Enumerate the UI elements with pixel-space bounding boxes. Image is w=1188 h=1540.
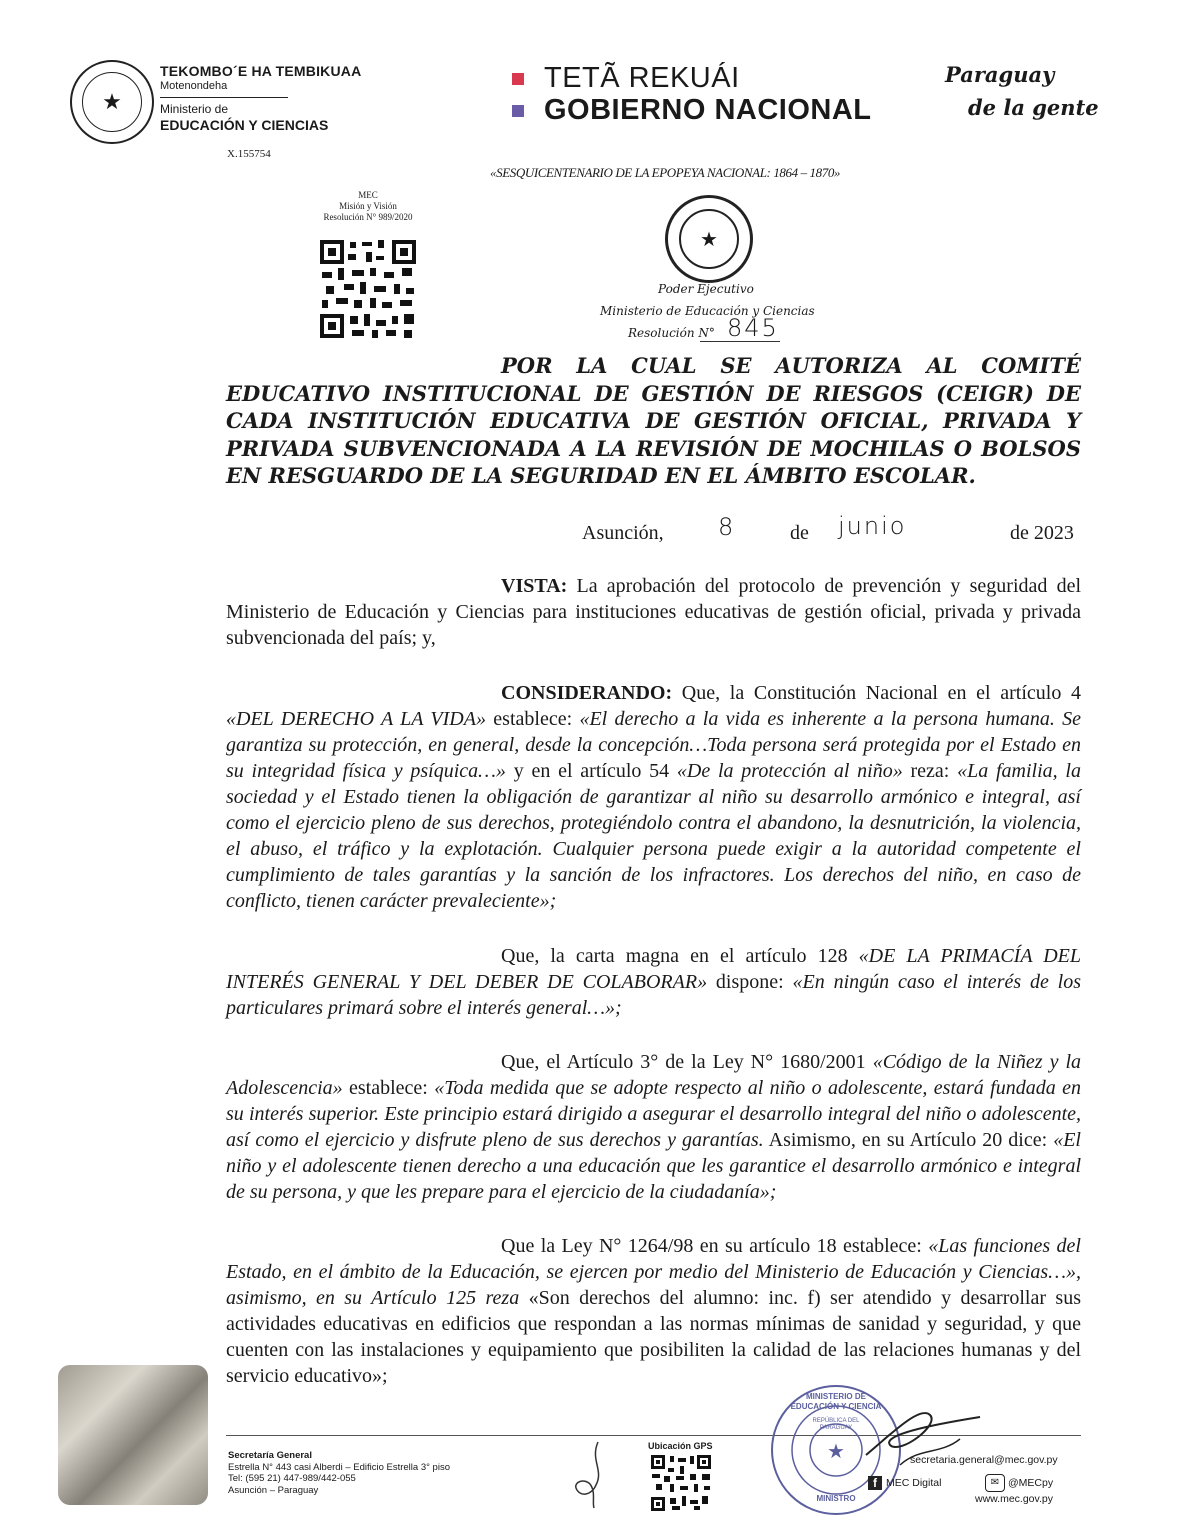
header-divider	[160, 97, 288, 98]
considerando-paragraph-3	[226, 1049, 1081, 1205]
p3-d: «Toda medida que se adopte respecto al niño o adolescente, estará fundada en su interés superior. Este principio estará dirigido a asegurar el desarrollo integral del niño o adolescente, así como el ejercicio y disfrute pleno de sus derechos y garantías.	[226, 1077, 1081, 1151]
considerando-paragraph-2	[226, 943, 1081, 1021]
p3-e: Asimismo, en su Artículo 20 dice:	[763, 1129, 1054, 1151]
ministry-sub: Motenondeha	[160, 80, 228, 92]
facebook-icon[interactable]: f	[868, 1476, 882, 1490]
brand-de-la-gente: de la gente	[968, 95, 1099, 120]
vista-text: La aprobación del protocolo de prevención y seguridad del Ministerio de Educación y Ciencias para instituciones educativas de gestión oficial, privada y privada subvencionada del país; y,	[226, 575, 1082, 649]
p1-b: «DEL DERECHO A LA VIDA»	[226, 708, 486, 730]
p3-b: «Código de la Niñez y la Adolescencia»	[226, 1051, 1081, 1099]
p2-b: «DE LA PRIMACÍA DEL INTERÉS GENERAL Y DEL DEBER DE COLABORAR»	[226, 945, 1081, 993]
red-square-icon	[512, 73, 524, 85]
p2-c: dispone:	[707, 971, 793, 993]
date-city: Asunción,	[582, 522, 664, 544]
twitter-icon[interactable]: ✉	[985, 1474, 1005, 1492]
date-de: de	[790, 522, 809, 544]
ref-code: X.155754	[227, 148, 271, 160]
p4-a: Que la Ley N° 1264/98 en su artículo 18 establece:	[501, 1235, 929, 1257]
footer-website[interactable]: www.mec.gov.py	[975, 1493, 1053, 1505]
resolution-underline	[700, 341, 780, 342]
p1-a: Que, la Constitución Nacional en el artículo 4	[681, 682, 1082, 704]
star-icon: ★	[700, 227, 718, 251]
p3-c: establece:	[342, 1077, 435, 1099]
footer-city: Asunción – Paraguay	[228, 1484, 319, 1496]
qr-caption-line1: MEC	[358, 190, 378, 200]
ministerio-line: Ministerio de Educación y Ciencias	[600, 304, 815, 318]
p3-a: Que, el Artículo 3° de la Ley N° 1680/2001	[501, 1051, 873, 1073]
qr-code-gps[interactable]	[650, 1454, 712, 1512]
date-day-handwritten: 8	[718, 513, 734, 541]
executive-seal	[665, 195, 753, 283]
paraguay-seal-logo	[70, 60, 154, 144]
p1-f: «De la protección al niño»	[676, 760, 903, 782]
minister-signature	[860, 1395, 990, 1480]
hologram-sticker	[58, 1365, 208, 1505]
considerando-paragraph-1	[226, 680, 1081, 914]
stamp-bottom-text: MINISTRO	[816, 1494, 856, 1503]
qr-caption	[312, 190, 424, 223]
date-month-handwritten: junio	[838, 512, 907, 540]
p2-a: Que, la carta magna en el artículo 128	[501, 945, 859, 967]
gov-line2-text: GOBIERNO NACIONAL	[544, 94, 872, 126]
qr-caption-line3: Resolución N° 989/2020	[323, 212, 413, 222]
ministry-name: EDUCACIÓN Y CIENCIAS	[160, 117, 329, 133]
footer-phone: Tel: (595 21) 447-989/442-055	[228, 1473, 356, 1484]
epopeya-line: «SESQUICENTENARIO DE LA EPOPEYA NACIONAL: 1864 – 1870»	[490, 165, 841, 180]
qr-code-mision	[318, 238, 418, 340]
p4-c: «Son derechos del alumno: inc. f) ser atendido y desarrollar sus actividades educativas en edificios que respondan a las normas mínimas de sanidad y seguridad, y que cuenten con las instalaciones y equipamiento que posibiliten la calidad de las relaciones humanas y del servicio educativo»;	[226, 1287, 1081, 1387]
p3-f: «El niño y el adolescente tienen derecho a una educación que les garantice el desarrollo armónico e integral de su persona, y que les prepare para el ejercicio de la ciudadanía»;	[226, 1129, 1081, 1203]
p4-b: «Las funciones del Estado, en el ámbito de la Educación, se ejercen por medio del Ministerio de Educación y Ciencias…», asimismo, en su Artículo 125 reza	[226, 1235, 1081, 1309]
p1-e: y en el artículo 54	[505, 760, 677, 782]
p1-c: establece:	[485, 708, 580, 730]
gps-label: Ubicación GPS	[648, 1441, 713, 1451]
stamp-inner-text: REPÚBLICA DEL PARAGUAY	[812, 1418, 860, 1431]
poder-ejecutivo: Poder Ejecutivo	[658, 282, 754, 296]
considerando-paragraph-4	[226, 1233, 1081, 1389]
footer-office: Secretaría General	[228, 1450, 312, 1461]
ministry-of: Ministerio de	[160, 102, 229, 116]
star-icon: ★	[102, 89, 122, 115]
initial-signature	[570, 1440, 620, 1515]
footer-address-line: Estrella N° 443 casi Alberdi – Edificio Estrella 3° piso	[228, 1461, 450, 1473]
date-year: de 2023	[1010, 522, 1074, 544]
footer-twitter[interactable]: @MECpy	[1008, 1477, 1054, 1489]
resolucion-label: Resolución N°	[628, 326, 715, 340]
p1-d: «El derecho a la vida es inherente a la persona humana. Se garantiza su protección, en general, desde la concepción…Toda persona será protegida por el Estado en su integridad física y psíquica…»	[226, 708, 1081, 782]
resolution-title	[226, 352, 1081, 490]
stamp-text: MINISTERIO DE EDUCACIÓN Y CIENCIA	[790, 1392, 882, 1411]
resolution-number-handwritten: 845	[727, 314, 779, 342]
gov-line2	[512, 94, 872, 127]
purple-square-icon	[512, 105, 524, 117]
p1-h: «La familia, la sociedad y el Estado tienen la obligación de garantizar al niño su desarrollo armónico e integral, así como el ejercicio pleno de sus derechos, protegiéndolo contra el abandono, la desnutrición, la violencia, el abuso, el tráfico y la explotación. Cualquier persona puede exigir a la autoridad competente el cumplimiento de tales garantías y la sanción de los infractores. Los derechos del niño, en caso de conflicto, tienen carácter prevaleciente»;	[226, 760, 1081, 912]
p2-d: «En ningún caso el interés de los particulares primará sobre el interés general…»;	[226, 971, 1081, 1019]
considerando-label: CONSIDERANDO:	[501, 682, 673, 704]
vista-label: VISTA:	[501, 575, 568, 597]
footer-address	[228, 1450, 450, 1496]
gov-line1	[512, 62, 740, 95]
vista-paragraph	[226, 573, 1081, 651]
footer-facebook[interactable]: MEC Digital	[886, 1477, 942, 1489]
qr-caption-line2: Misión y Visión	[339, 201, 397, 211]
brand-paraguay: Paraguay	[945, 62, 1055, 87]
svg-text:★: ★	[827, 1439, 845, 1463]
resolution-title-text: POR LA CUAL SE AUTORIZA AL COMITÉ EDUCATIVO INSTITUCIONAL DE GESTIÓN DE RIESGOS (CEIGR) DE CADA INSTITUCIÓN EDUCATIVA DE GESTIÓN OFICIAL, PRIVADA Y PRIVADA SUBVENCIONADA A LA REVISIÓN DE MOCHILAS O BOLSOS EN RESGUARDO DE LA SEGURIDAD EN EL ÁMBITO ESCOLAR.	[226, 353, 1081, 488]
ministry-title: TEKOMBO´E HA TEMBIKUAA	[160, 63, 362, 79]
gov-line1-text: TETÃ REKUÁI	[544, 62, 740, 94]
footer-email[interactable]: secretaria.general@mec.gov.py	[910, 1454, 1058, 1466]
p1-g: reza:	[902, 760, 958, 782]
